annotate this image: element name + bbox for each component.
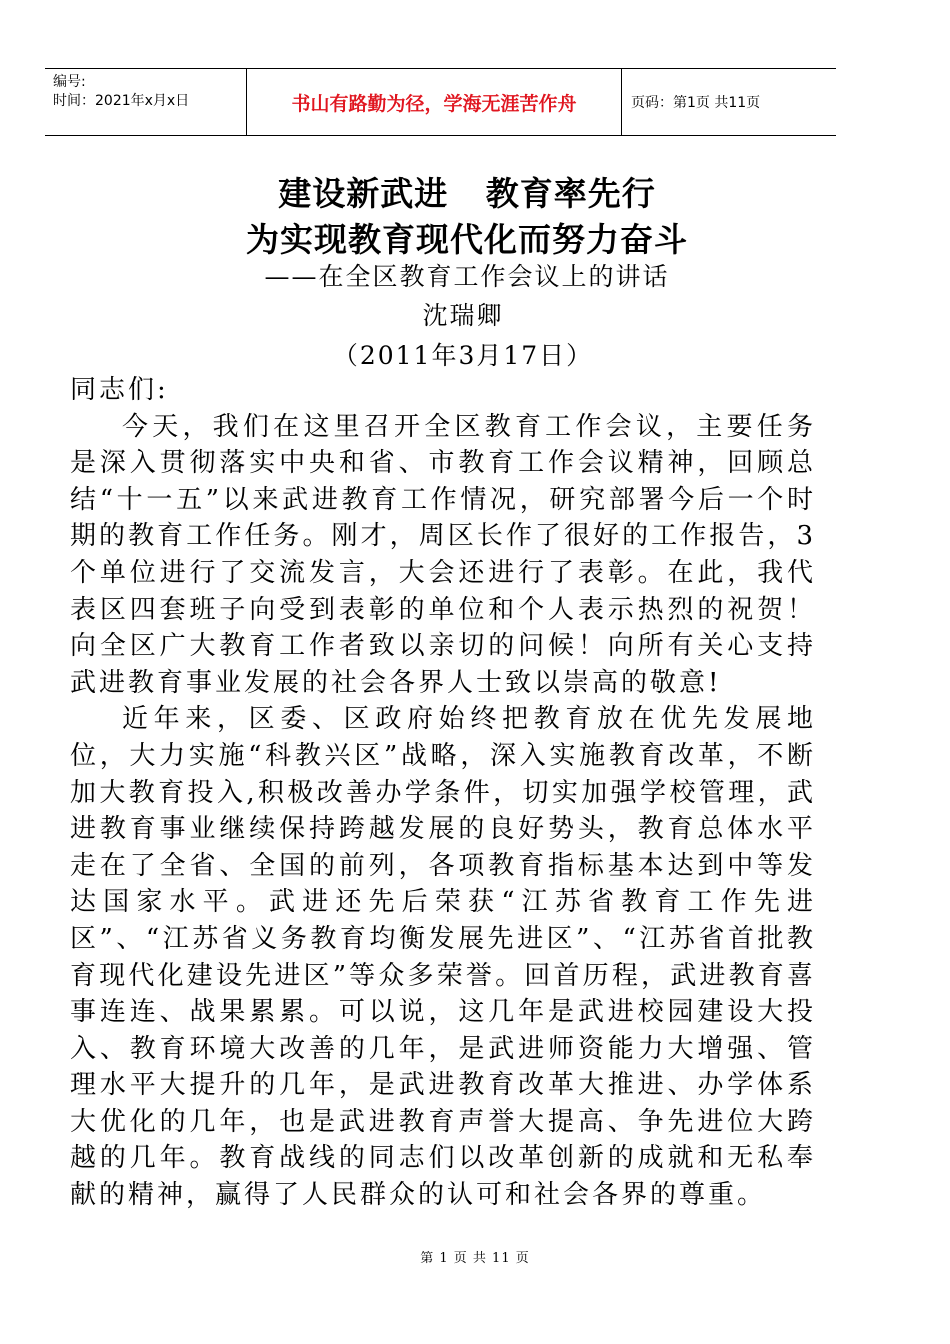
salutation: 同志们: [70,375,169,405]
document-subtitle: ——在全区教育工作会议上的讲话 [264,262,670,291]
document-date: （2011年3月17日） [332,341,594,370]
document-title-line-1: 建设新武进 教育率先行 [278,174,656,213]
paragraph-1: 今天，我们在这里召开全区教育工作会议，主要任务是深入贯彻落实中央和省、市教育工作会议精神，回顾总结“十一五”以来武进教育工作情况，研究部署今后一个时期的教育工作任务。刚才，周区长作了很好的工作报告，3个单位进行了交流发言，大会还进行了表彰。在此，我代表区四套班子向受到表彰的单位和个人表示热烈的祝贺！向全区广大教育工作者致以亲切的问候！向所有关心支持武进教育事业发展的社会各界人士致以崇高的敬意! [70,411,816,698]
header-meta-cell [45,69,247,135]
motto-text: 书山有路勤为径，学海无涯苦作舟 [291,92,577,115]
page-info: 页码：第1页 共11页 [631,95,761,111]
page-footer: 第 1 页 共 11 页 [420,1251,530,1266]
document-author: 沈瑞卿 [422,301,504,330]
number-label: 编号: [53,74,86,90]
header-motto-cell [247,69,622,135]
document-body [70,372,816,1214]
time-label: 时间：2021年x月x日 [53,93,190,109]
header-page-cell [622,69,836,135]
page-header [45,68,836,136]
document-title-line-2: 为实现教育现代化而努力奋斗 [246,220,688,259]
paragraph-2: 近年来，区委、区政府始终把教育放在优先发展地位，大力实施“科教兴区”战略，深入实施教育改革，不断加大教育投入,积极改善办学条件，切实加强学校管理，武进教育事业继续保持跨越发展的良好势头，教育总体水平走在了全省、全国的前列，各项教育指标基本达到中等发达国家水平。武进还先后荣获“江苏省教育工作先进区”、“江苏省义务教育均衡发展先进区”、“江苏省首批教育现代化建设先进区”等众多荣誉。回首历程，武进教育喜事连连、战果累累。可以说，这几年是武进校园建设大投入、教育环境大改善的几年，是武进师资能力大增强、管理水平大提升的几年，是武进教育改革大推进、办学体系大优化的几年，也是武进教育声誉大提高、争先进位大跨越的几年。教育战线的同志们以改革创新的成就和无私奉献的精神，赢得了人民群众的认可和社会各界的尊重。 [70,704,816,1211]
